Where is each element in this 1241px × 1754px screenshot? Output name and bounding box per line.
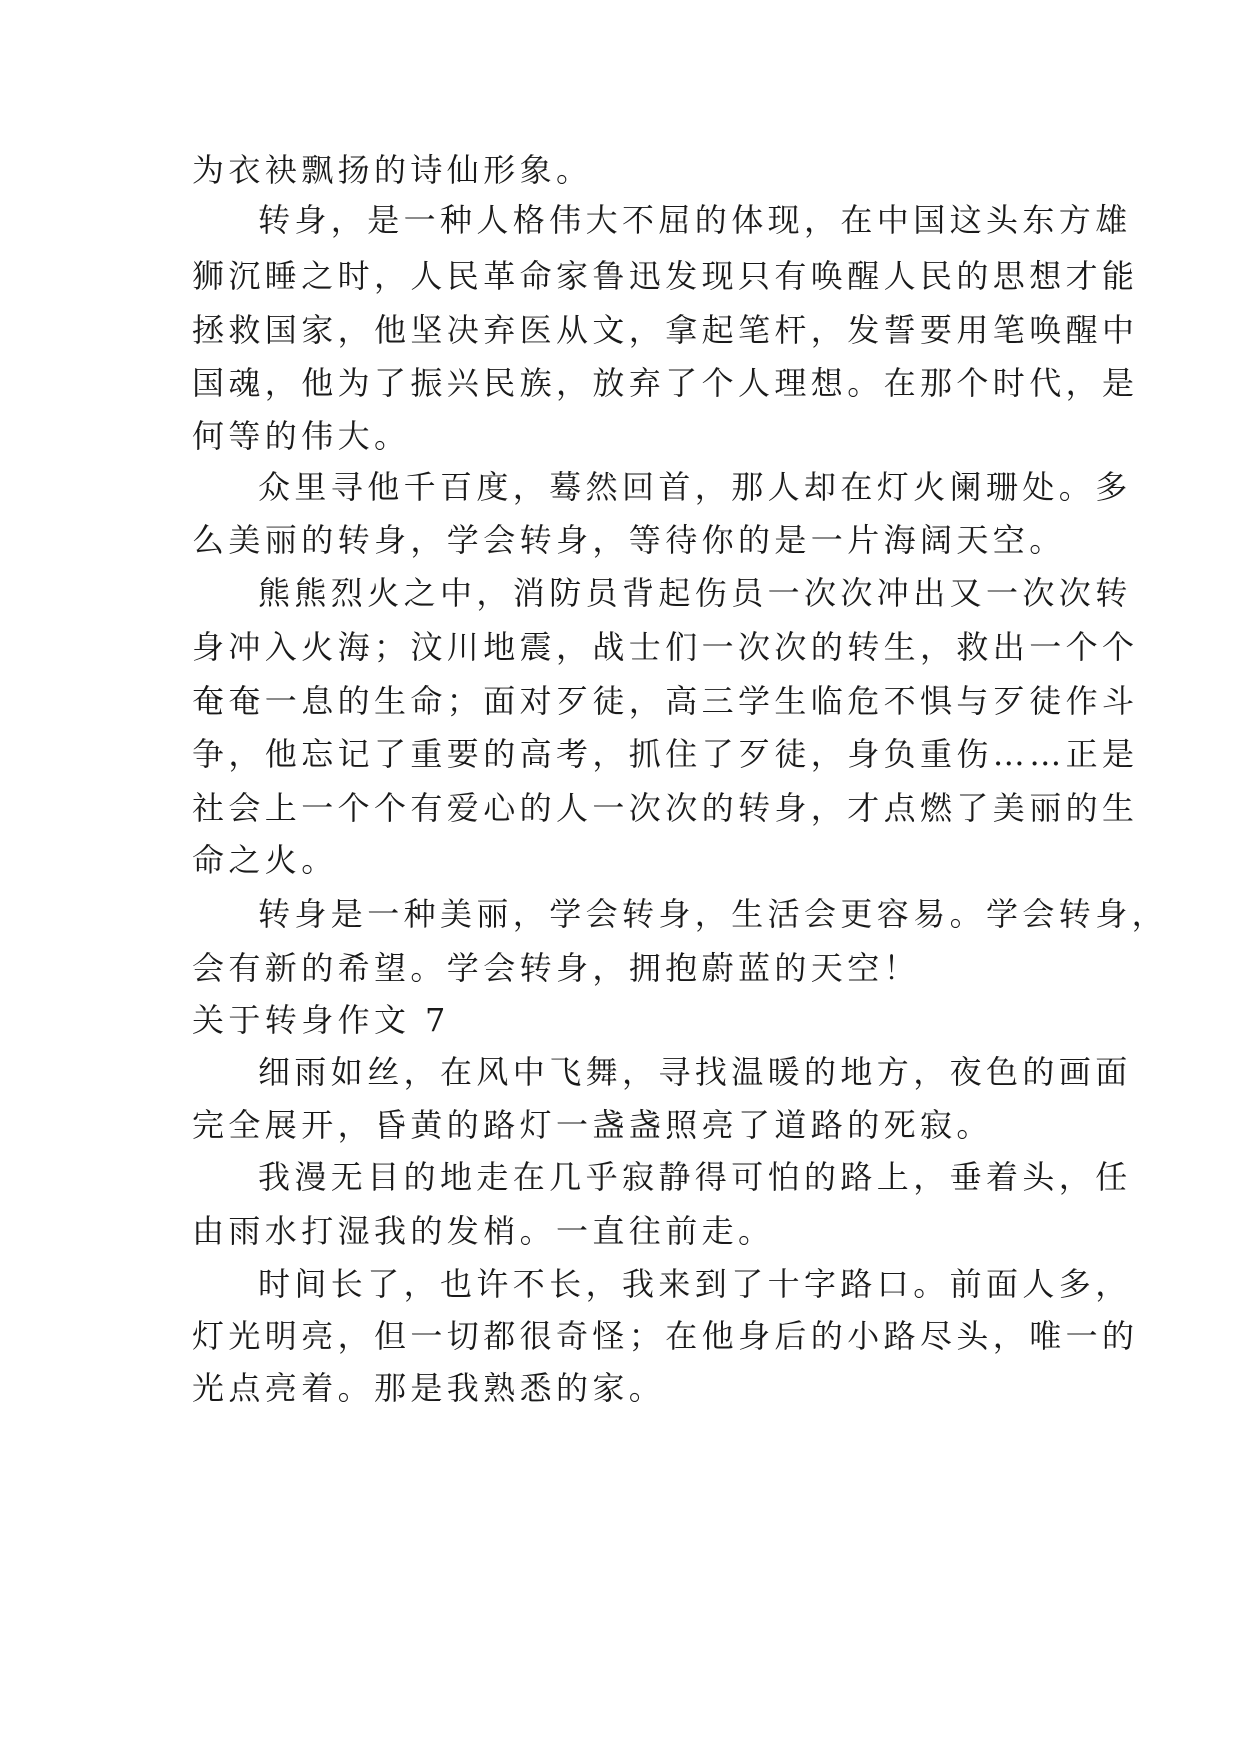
- paragraph-first-line: 细雨如丝，在风中飞舞，寻找温暖的地方，夜色的画面: [258, 1053, 1132, 1091]
- text-line: 争，他忘记了重要的高考，抓住了歹徒，身负重伤……正是: [192, 735, 1139, 773]
- text-line: 狮沉睡之时，人民革命家鲁迅发现只有唤醒人民的思想才能: [192, 257, 1139, 295]
- section-heading: 关于转身作文 7: [192, 1001, 450, 1039]
- paragraph-first-line: 转身是一种美丽，学会转身，生活会更容易。学会转身，: [258, 895, 1169, 933]
- text-line: 会有新的希望。学会转身，拥抱蔚蓝的天空！: [192, 949, 921, 987]
- text-line: 灯光明亮，但一切都很奇怪；在他身后的小路尽头，唯一的: [192, 1317, 1139, 1355]
- text-line: 拯救国家，他坚决弃医从文，拿起笔杆，发誓要用笔唤醒中: [192, 311, 1139, 349]
- text-line: 身冲入火海；汶川地震，战士们一次次的转生，救出一个个: [192, 628, 1139, 666]
- text-line: 由雨水打湿我的发梢。一直往前走。: [192, 1212, 775, 1250]
- text-line: 奄奄一息的生命；面对歹徒，高三学生临危不惧与歹徒作斗: [192, 682, 1139, 720]
- text-line: 命之火。: [192, 841, 338, 879]
- text-line: 何等的伟大。: [192, 417, 411, 455]
- text-line: 么美丽的转身，学会转身，等待你的是一片海阔天空。: [192, 521, 1066, 559]
- text-line: 完全展开，昏黄的路灯一盏盏照亮了道路的死寂。: [192, 1106, 993, 1144]
- paragraph-first-line: 众里寻他千百度，蓦然回首，那人却在灯火阑珊处。多: [258, 468, 1132, 506]
- paragraph-first-line: 转身，是一种人格伟大不屈的体现，在中国这头东方雄: [258, 201, 1132, 239]
- paragraph-first-line: 时间长了，也许不长，我来到了十字路口。前面人多，: [258, 1265, 1132, 1303]
- text-line: 光点亮着。那是我熟悉的家。: [192, 1369, 666, 1407]
- paragraph-first-line: 我漫无目的地走在几乎寂静得可怕的路上，垂着头，任: [258, 1158, 1132, 1196]
- paragraph-first-line: 熊熊烈火之中，消防员背起伤员一次次冲出又一次次转: [258, 574, 1132, 612]
- text-line: 国魂，他为了振兴民族，放弃了个人理想。在那个时代，是: [192, 364, 1139, 402]
- text-line: 社会上一个个有爱心的人一次次的转身，才点燃了美丽的生: [192, 789, 1139, 827]
- text-line: 为衣袂飘扬的诗仙形象。: [192, 151, 593, 189]
